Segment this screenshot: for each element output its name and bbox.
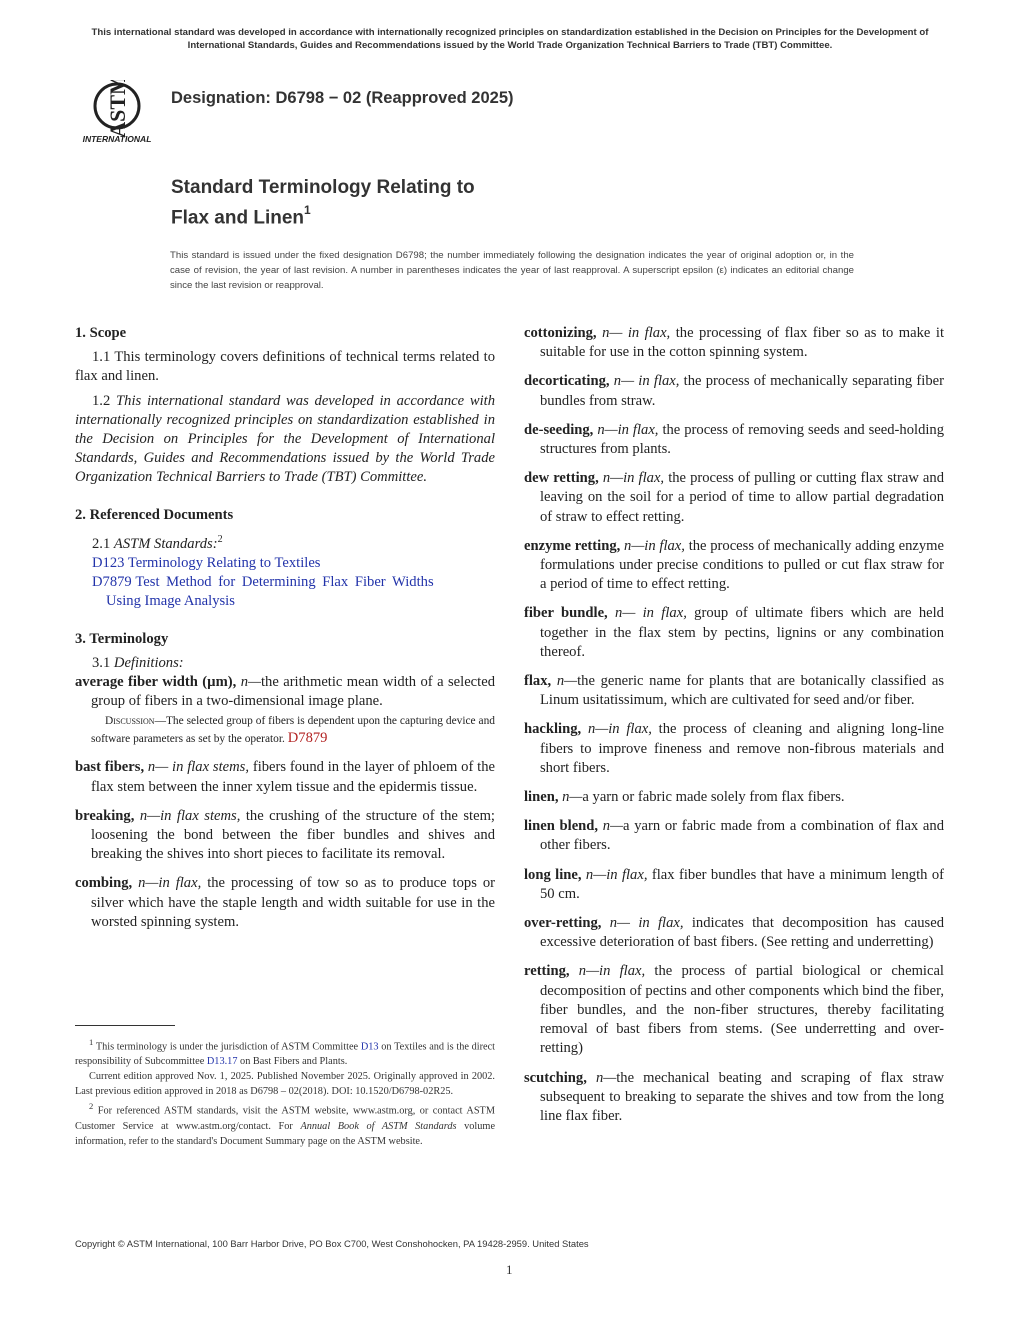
ref-d123[interactable]: D123 Terminology Relating to Textiles	[92, 554, 321, 571]
definition: retting, n—in flax, the process of partial biological or chemical decomposition of pectins and other components which bind the fiber, fiber bundles, and the non-fiber structures, thereby facilitating removal of bast fibers from stems. (See underretting and over-retting)	[524, 963, 944, 1057]
definition: linen blend, n—a yarn or fabric made from a combination of flax and other fibers.	[524, 818, 944, 854]
referenced-p: 2.1 ASTM Standards:$^2$	[92, 533, 223, 552]
scope-p2: 1.2 This international standard was developed in accordance with internationally recognized principles on standardization established in the Decision on Principles for the Development of International Standards, Guides and Recommendations issued by the World Trade Organization Technical Barriers to Trade (TBT) Committee.	[75, 392, 496, 486]
page-number: 1	[506, 1262, 513, 1277]
definition: bast fibers, n— in flax stems, fibers found in the layer of phloem of the flax stem between the inner xylem tissue and the epidermis tissue.	[75, 759, 495, 795]
right-column	[524, 324, 944, 1136]
definition: average fiber width (µm), n—the arithmetic mean width of a selected group of fibers in a two-dimensional image plane.	[75, 673, 495, 710]
ref-d7879[interactable]: D7879 Test Method for Determining Flax Fiber Widths	[92, 574, 434, 591]
discussion-ref: D7879	[287, 730, 328, 747]
footnote-link-d13[interactable]: D13	[360, 1041, 379, 1053]
definition: dew retting, n—in flax, the process of pulling or cutting flax straw and leaving on the soil for a period of time to allow partial degradation of straw to effect retting.	[524, 470, 945, 525]
header-notice: This international standard was developed in accordance with internationally recognized principles on standardization established in the Decision on Principles for the Development of International Standards, Guides and Recommendations issued by the World Trade Organization Technical Barriers to Trade (TBT) Committee.	[91, 27, 929, 51]
definition: linen, n—a yarn or fabric made solely from flax fibers.	[524, 789, 845, 806]
footnote-link-d1317[interactable]: D13.17	[206, 1056, 238, 1068]
footnotes	[75, 1035, 495, 1149]
logo-text: ASTM	[105, 80, 130, 138]
page-title	[171, 175, 475, 230]
terminology-p: 3.1 Definitions:	[92, 654, 184, 671]
definition: over-retting, n— in flax, indicates that decomposition has caused excessive deterioration of bast fibers. (See retting and underretting)	[524, 915, 944, 951]
definition: hackling, n—in flax, the process of cleaning and aligning long-line fibers to improve fineness and remove non-fibrous materials and short fibers.	[524, 721, 944, 776]
discussion: Discussion—The selected group of fibers is dependent upon the capturing device and software parameters as set by the operator. D7879	[91, 715, 495, 747]
definition: enzyme retting, n—in flax, the process of mechanically adding enzyme formulations under precise conditions to pulled or cut flax straw for a period of time to effect retting.	[524, 537, 945, 593]
footnote-1: $^1$ This terminology is under the jurisdiction of ASTM Committee D13 on Textiles and is the direct responsibility of Subcommittee D13.17 on Bast Fibers and Plants.	[75, 1037, 496, 1068]
astm-logo	[74, 80, 160, 150]
definition: fiber bundle, n— in flax, group of ultimate fibers which are held together in the flax stem by pectins, lignins or any combination thereof.	[524, 605, 944, 660]
title-line2: Flax and Linen$^1$	[171, 203, 311, 229]
terminology-heading: 3. Terminology	[75, 630, 169, 647]
definition: scutching, n—the mechanical beating and scraping of flax straw subsequent to breaking to separate the shives and tow from the long line flax fiber.	[524, 1069, 944, 1124]
definition: combing, n—in flax, the processing of tow so as to produce tops or silver which have the staple length and width suitable for use in the worsted spinning system.	[75, 875, 495, 930]
designation: Designation: D6798 − 02 (Reapproved 2025)	[171, 89, 514, 107]
scope-p1: 1.1 This terminology covers definitions of technical terms related to flax and linen.	[75, 349, 495, 385]
referenced-heading: 2. Referenced Documents	[75, 506, 234, 523]
ref-d7879-cont[interactable]: Using Image Analysis	[106, 593, 235, 610]
left-column	[75, 324, 495, 942]
definition: flax, n—the generic name for plants that are botanically classified as Linum usitatissimum, which are cultivated for seed and/or fiber.	[524, 673, 944, 709]
logo-sub: INTERNATIONAL	[82, 134, 152, 144]
definition: cottonizing, n— in flax, the processing of flax fiber so as to make it suitable for use in the cotton spinning system.	[524, 325, 944, 361]
definition: breaking, n—in flax stems, the crushing of the structure of the stem; loosening the bond between the fiber bundles and shives and breaking the shives into short pieces to facilitate its removal.	[75, 807, 495, 863]
definition: de-seeding, n—in flax, the process of removing seeds and seed-holding structures from plants.	[524, 421, 945, 458]
title-footnote-mark: 1	[304, 203, 311, 217]
title-line1: Standard Terminology Relating to	[171, 177, 475, 198]
definition: decorticating, n— in flax, the process of mechanically separating fiber bundles from straw.	[524, 373, 944, 409]
definition: long line, n—in flax, flax fiber bundles that have a minimum length of 50 cm.	[524, 866, 945, 902]
footnote-rule	[75, 1025, 175, 1026]
issuance-notice: This standard is issued under the fixed designation D6798; the number immediately following the designation indicates the year of original adoption or, in the case of revision, the year of last revision. A number in parentheses indicates the year of last reapproval. A superscript epsilon (ε) indicates an editorial change since the last revision or reapproval.	[170, 250, 854, 291]
copyright: Copyright © ASTM International, 100 Barr Harbor Drive, PO Box C700, West Conshohocken, PA 19428-2959. United States	[75, 1238, 589, 1249]
scope-heading: 1. Scope	[75, 325, 127, 341]
footnote-1-cont: Current edition approved Nov. 1, 2025. Published November 2025. Originally approved in 2002. Last previous edition approved in 2018 as D6798 – 02(2018). DOI: 10.1520/D6798-02R25.	[75, 1071, 495, 1098]
astm-logo-icon	[74, 80, 160, 150]
footnote-2: $^2$ For referenced ASTM standards, visit the ASTM website, www.astm.org, or contact ASTM Customer Service at www.astm.org/contact. For Annual Book of ASTM Standards volume information, refer to the standard's Document Summary page on the ASTM website.	[75, 1101, 496, 1147]
